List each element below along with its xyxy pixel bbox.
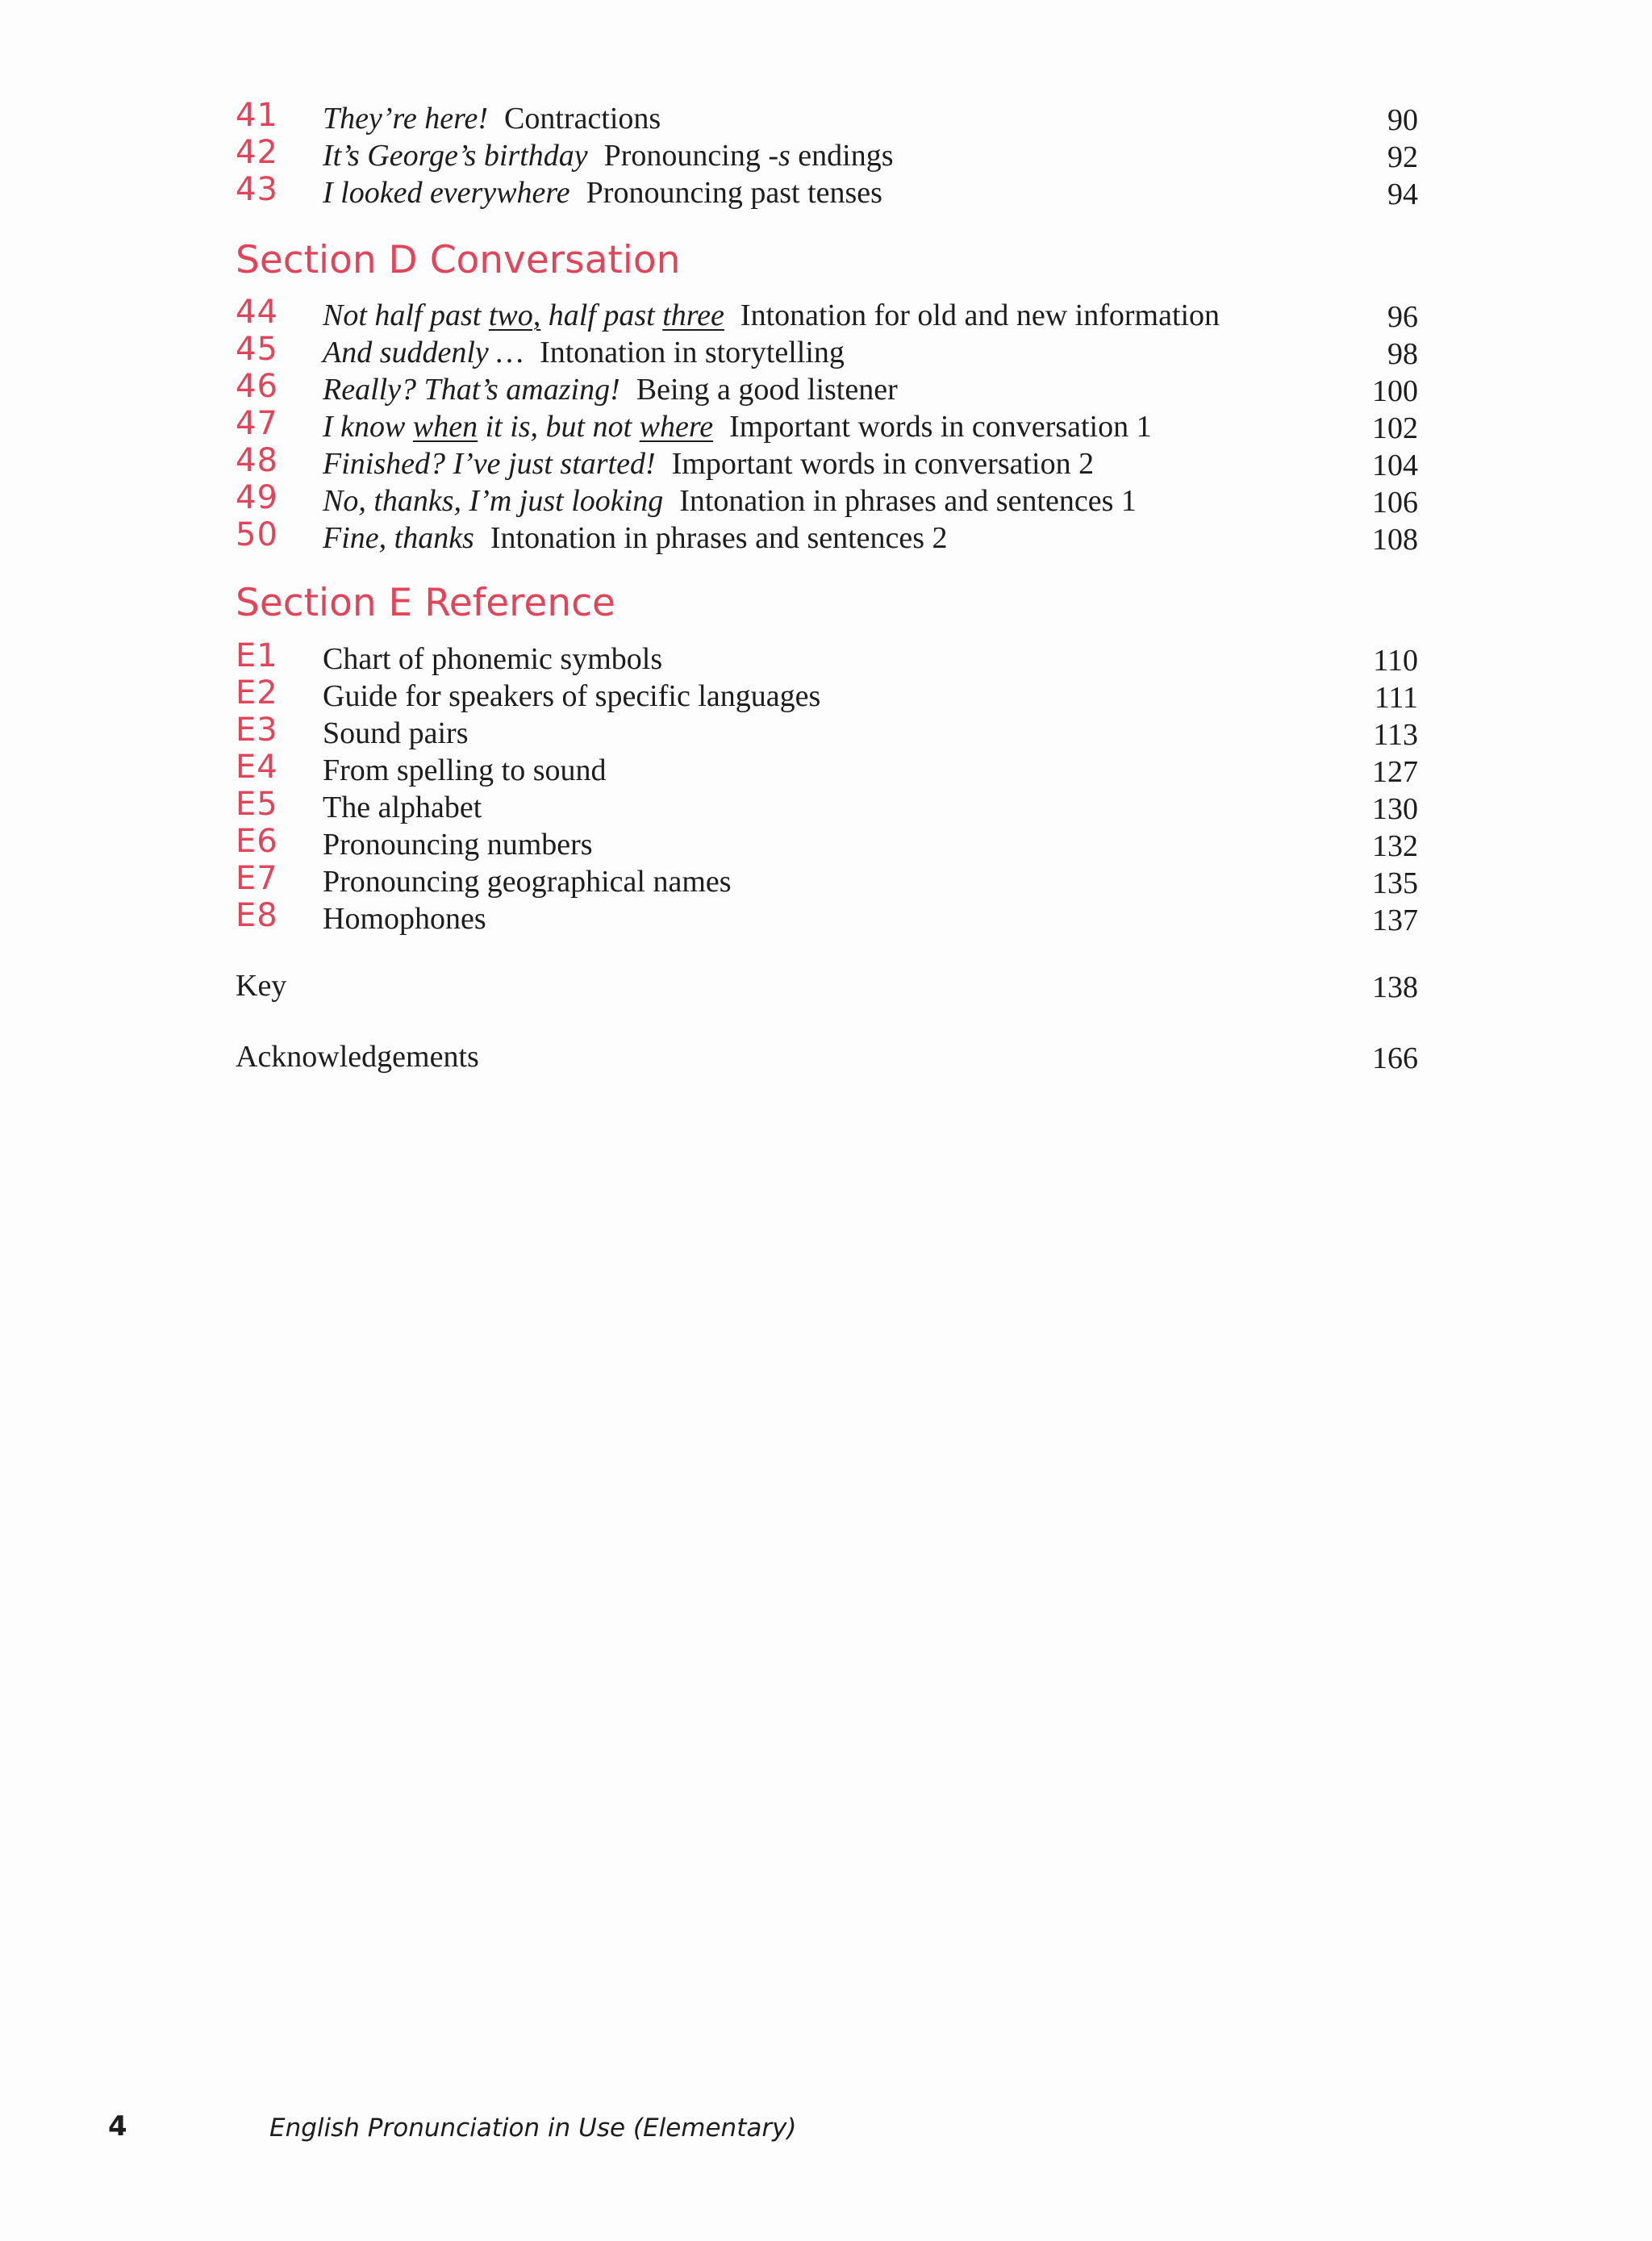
entry-title: It’s George’s birthday xyxy=(323,139,588,173)
entry-number: 49 xyxy=(236,479,278,516)
entry-number: E5 xyxy=(236,786,278,823)
key-label: Key xyxy=(236,969,287,1003)
entry-page-number: 132 xyxy=(1372,829,1418,863)
toc-entry-e2[interactable] xyxy=(0,674,1652,715)
footer-page-number: 4 xyxy=(108,2110,127,2143)
entry-description: Homophones xyxy=(323,902,486,936)
entry-number: 43 xyxy=(236,171,278,208)
entry-page-number: 113 xyxy=(1373,718,1418,752)
entry-number: 42 xyxy=(236,134,278,171)
entry-number: E4 xyxy=(236,749,278,786)
entry-page-number: 90 xyxy=(1387,103,1418,137)
entry-title: Not half past two, half past three xyxy=(323,298,724,332)
entry-description: Important words in conversation 2 xyxy=(671,447,1095,481)
toc-entry-43[interactable] xyxy=(0,171,1652,211)
entry-description: The alphabet xyxy=(323,791,482,824)
entry-page-number: 100 xyxy=(1372,374,1418,408)
toc-entry-50[interactable] xyxy=(0,516,1652,557)
entry-title: Finished? I’ve just started! xyxy=(323,447,656,481)
entry-page-number: 130 xyxy=(1372,792,1418,826)
entry-description: Chart of phonemic symbols xyxy=(323,642,663,676)
toc-entry-44[interactable] xyxy=(0,294,1652,334)
toc-entry-42[interactable] xyxy=(0,134,1652,174)
toc-top-entries xyxy=(0,97,1652,211)
entry-page-number: 137 xyxy=(1372,903,1418,937)
toc-entry-e4[interactable] xyxy=(0,749,1652,789)
entry-title: And suddenly … xyxy=(323,336,524,369)
entry-title: Really? That’s amazing! xyxy=(323,373,620,407)
entry-number: 47 xyxy=(236,405,278,442)
toc-entry-e5[interactable] xyxy=(0,786,1652,826)
toc-entry-49[interactable] xyxy=(0,479,1652,520)
entry-number: E8 xyxy=(236,897,278,934)
entry-page-number: 135 xyxy=(1372,866,1418,900)
entry-number: 46 xyxy=(236,368,278,405)
entry-title: They’re here! xyxy=(323,102,489,136)
entry-description: Sound pairs xyxy=(323,716,469,750)
entry-description: From spelling to sound xyxy=(323,753,607,787)
toc-entry-e8[interactable] xyxy=(0,897,1652,937)
toc-entry-e6[interactable] xyxy=(0,823,1652,863)
entry-number: 44 xyxy=(236,294,278,331)
footer-book-title: English Pronunciation in Use (Elementary) xyxy=(269,2114,797,2143)
entry-page-number: 127 xyxy=(1372,755,1418,789)
entry-page-number: 104 xyxy=(1372,449,1418,482)
entry-page-number: 110 xyxy=(1373,644,1418,678)
toc-entry-47[interactable] xyxy=(0,405,1652,445)
toc-entry-46[interactable] xyxy=(0,368,1652,408)
toc-entry-e7[interactable] xyxy=(0,860,1652,900)
acknowledgements-page-number: 166 xyxy=(1372,1041,1418,1075)
entry-title: No, thanks, I’m just looking xyxy=(323,484,664,518)
entry-page-number: 98 xyxy=(1387,337,1418,371)
entry-description: Guide for speakers of specific languages xyxy=(323,679,821,713)
entry-description: Contractions xyxy=(504,102,661,136)
toc-entry-e1[interactable] xyxy=(0,637,1652,678)
entry-number: E7 xyxy=(236,860,278,897)
entry-description: Intonation for old and new information xyxy=(740,298,1220,332)
section-e-heading: Section E Reference xyxy=(236,581,615,625)
entry-number: 50 xyxy=(236,516,278,553)
entry-page-number: 94 xyxy=(1387,177,1418,211)
entry-description: Intonation in storytelling xyxy=(540,336,845,369)
entry-description: Pronouncing past tenses xyxy=(586,176,882,210)
toc-entry-e3[interactable] xyxy=(0,712,1652,752)
section-d-heading: Section D Conversation xyxy=(236,238,681,282)
toc-entry-45[interactable] xyxy=(0,331,1652,371)
entry-description: Being a good listener xyxy=(636,373,898,407)
section-e-entries xyxy=(0,637,1652,937)
entry-description: Pronouncing numbers xyxy=(323,828,593,862)
entry-description: Intonation in phrases and sentences 1 xyxy=(679,484,1137,518)
entry-title: Fine, thanks xyxy=(323,521,474,555)
entry-page-number: 106 xyxy=(1372,486,1418,520)
entry-page-number: 102 xyxy=(1372,411,1418,445)
entry-description: Pronouncing geographical names xyxy=(323,865,732,899)
toc-entry-41[interactable] xyxy=(0,97,1652,137)
entry-number: 41 xyxy=(236,97,278,134)
entry-page-number: 96 xyxy=(1387,300,1418,334)
entry-description: Pronouncing -s endings xyxy=(603,139,894,173)
acknowledgements-label: Acknowledgements xyxy=(236,1040,479,1074)
key-page-number: 138 xyxy=(1372,970,1418,1004)
entry-page-number: 92 xyxy=(1387,140,1418,174)
entry-number: E2 xyxy=(236,674,278,712)
toc-entry-48[interactable] xyxy=(0,442,1652,482)
entry-page-number: 111 xyxy=(1374,681,1418,715)
entry-page-number: 108 xyxy=(1372,523,1418,557)
entry-number: 48 xyxy=(236,442,278,479)
entry-title: I looked everywhere xyxy=(323,176,570,210)
entry-number: E6 xyxy=(236,823,278,860)
entry-number: E1 xyxy=(236,637,278,674)
section-d-entries xyxy=(0,294,1652,557)
entry-description: Intonation in phrases and sentences 2 xyxy=(490,521,948,555)
entry-number: 45 xyxy=(236,331,278,368)
entry-title: I know when it is, but not where xyxy=(323,410,714,444)
entry-number: E3 xyxy=(236,712,278,749)
entry-description: Important words in conversation 1 xyxy=(729,410,1152,444)
